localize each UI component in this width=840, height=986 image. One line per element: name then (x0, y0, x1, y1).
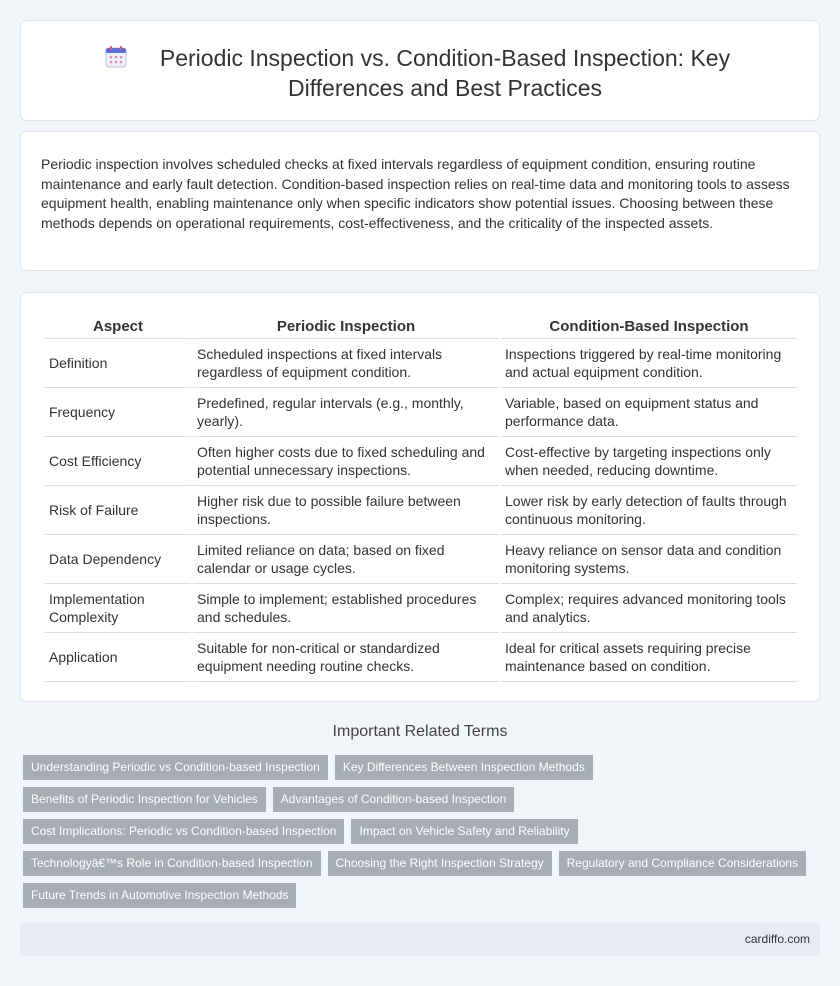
row-condition-based: Ideal for critical assets requiring precise maintenance based on condition. (501, 633, 797, 682)
header-aspect: Aspect (45, 315, 191, 339)
row-periodic: Scheduled inspections at fixed intervals regardless of equipment condition. (193, 339, 499, 388)
row-condition-based: Complex; requires advanced monitoring tools and analytics. (501, 584, 797, 633)
related-term-link[interactable]: Key Differences Between Inspection Methods (335, 755, 593, 780)
row-aspect: Implementation Complexity (45, 584, 191, 633)
row-condition-based: Lower risk by early detection of faults through continuous monitoring. (501, 486, 797, 535)
row-periodic: Predefined, regular intervals (e.g., monthly, yearly). (193, 388, 499, 437)
table-row (45, 339, 797, 388)
header-periodic: Periodic Inspection (193, 315, 499, 339)
intro-card (20, 131, 820, 271)
tag-row (23, 819, 813, 845)
tag-row (23, 755, 813, 781)
tag-row (23, 883, 813, 909)
table-row (45, 584, 797, 633)
row-condition-based: Cost-effective by targeting inspections only when needed, reducing downtime. (501, 437, 797, 486)
related-term-link[interactable]: Cost Implications: Periodic vs Condition-based Inspection (23, 819, 344, 844)
row-aspect: Definition (45, 339, 191, 388)
row-aspect: Cost Efficiency (45, 437, 191, 486)
related-terms-title: Important Related Terms (332, 723, 508, 740)
title-row (21, 43, 819, 103)
row-condition-based: Heavy reliance on sensor data and condition monitoring systems. (501, 535, 797, 584)
related-term-link[interactable]: Future Trends in Automotive Inspection Methods (23, 883, 296, 908)
related-term-link[interactable]: Choosing the Right Inspection Strategy (328, 851, 552, 876)
footer-site-link[interactable]: cardiffo.com (744, 932, 810, 946)
related-term-link[interactable]: Understanding Periodic vs Condition-based Inspection (23, 755, 328, 780)
row-aspect: Frequency (45, 388, 191, 437)
related-terms-list (23, 755, 813, 915)
footer (20, 922, 820, 956)
related-term-link[interactable]: Technologyâ€™s Role in Condition-based Inspection (23, 851, 321, 876)
row-condition-based: Variable, based on equipment status and performance data. (501, 388, 797, 437)
related-term-link[interactable]: Regulatory and Compliance Considerations (559, 851, 806, 876)
tag-row (23, 851, 813, 877)
row-periodic: Higher risk due to possible failure between inspections. (193, 486, 499, 535)
header-card (20, 20, 820, 121)
comparison-table (43, 315, 799, 682)
related-term-link[interactable]: Advantages of Condition-based Inspection (273, 787, 515, 812)
page-title: Periodic Inspection vs. Condition-Based Inspection: Key Differences and Best Practices (159, 45, 731, 101)
row-condition-based: Inspections triggered by real-time monitoring and actual equipment condition. (501, 339, 797, 388)
tag-row (23, 787, 813, 813)
row-periodic: Simple to implement; established procedures and schedules. (193, 584, 499, 633)
table-row (45, 535, 797, 584)
row-periodic: Limited reliance on data; based on fixed calendar or usage cycles. (193, 535, 499, 584)
comparison-table-card (20, 292, 820, 702)
row-periodic: Often higher costs due to fixed scheduling and potential unnecessary inspections. (193, 437, 499, 486)
row-periodic: Suitable for non-critical or standardized equipment needing routine checks. (193, 633, 499, 682)
table-row (45, 486, 797, 535)
row-aspect: Risk of Failure (45, 486, 191, 535)
row-aspect: Data Dependency (45, 535, 191, 584)
header-condition-based: Condition-Based Inspection (501, 315, 797, 339)
intro-text: Periodic inspection involves scheduled checks at fixed intervals regardless of equipment condition, ensuring routine maintenance and early fault detection. Condition-based inspection relies on real-time data and monitoring tools to assess equipment health, enabling maintenance only when specific indicators show potential issues. Choosing between these methods depends on operational requirements, cost-effectiveness, and the criticality of the inspected assets. (41, 156, 790, 231)
table-row (45, 633, 797, 682)
table-row (45, 388, 797, 437)
table-row (45, 437, 797, 486)
row-aspect: Application (45, 633, 191, 682)
table-header-row (45, 315, 797, 339)
related-term-link[interactable]: Impact on Vehicle Safety and Reliability (351, 819, 577, 844)
related-term-link[interactable]: Benefits of Periodic Inspection for Vehicles (23, 787, 266, 812)
